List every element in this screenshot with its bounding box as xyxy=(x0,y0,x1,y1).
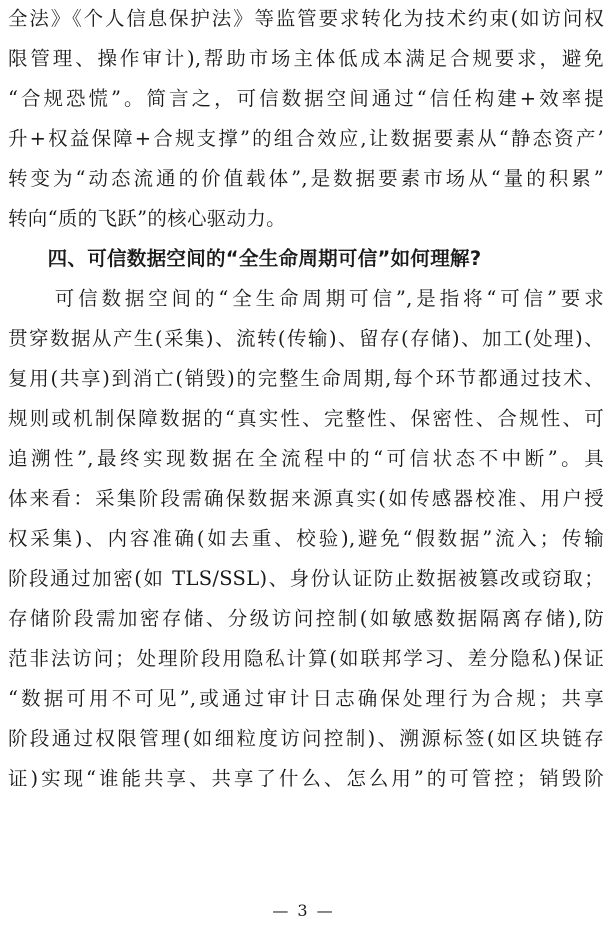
paragraph-line: 转变为“动态流通的价值载体”,是数据要素市场从“量的积累” xyxy=(8,167,604,190)
paragraph-line: 全法》《个人信息保护法》等监管要求转化为技术约束(如访问权 xyxy=(8,7,604,30)
paragraph-line: 转向“质的飞跃”的核心驱动力。 xyxy=(8,207,286,230)
paragraph-line: 复用(共享)到消亡(销毁)的完整生命周期,每个环节都通过技术、 xyxy=(8,367,604,390)
paragraph-line: 贯穿数据从产生(采集)、流转(传输)、留存(存储)、加工(处理)、 xyxy=(8,327,604,350)
paragraph-line: 升+权益保障+合规支撑”的组合效应,让数据要素从“静态资产’ xyxy=(8,127,604,150)
paragraph-line: 阶段通过权限管理(如细粒度访问控制)、溯源标签(如区块链存 xyxy=(8,727,604,750)
paragraph-line: 体来看：采集阶段需确保数据来源真实(如传感器校准、用户授 xyxy=(8,487,604,510)
paragraph-line: “数据可用不可见”,或通过审计日志确保处理行为合规；共享 xyxy=(8,687,604,710)
paragraph-line: 可信数据空间的“全生命周期可信”,是指将“可信”要求 xyxy=(8,287,604,310)
paragraph-line: 追溯性”,最终实现数据在全流程中的“可信状态不中断”。具 xyxy=(8,447,604,470)
paragraph-line: 阶段通过加密(如 TLS/SSL)、身份认证防止数据被篡改或窃取； xyxy=(8,567,604,590)
paragraph-line: “合规恐慌”。简言之，可信数据空间通过“信任构建+效率提 xyxy=(8,87,604,110)
paragraph-line: 证)实现“谁能共享、共享了什么、怎么用”的可管控；销毁阶 xyxy=(8,767,604,790)
page-number: — 3 — xyxy=(272,901,335,920)
paragraph-line: 存储阶段需加密存储、分级访问控制(如敏感数据隔离存储),防 xyxy=(8,607,604,630)
paragraph-line: 限管理、操作审计),帮助市场主体低成本满足合规要求，避免 xyxy=(8,47,604,70)
section-heading: 四、可信数据空间的“全生命周期可信”如何理解? xyxy=(8,247,482,270)
paragraph-line: 范非法访问；处理阶段用隐私计算(如联邦学习、差分隐私)保证 xyxy=(8,647,604,670)
paragraph-line: 权采集)、内容准确(如去重、校验),避免“假数据”流入；传输 xyxy=(8,527,604,550)
paragraph-line: 规则或机制保障数据的“真实性、完整性、保密性、合规性、可 xyxy=(8,407,604,430)
